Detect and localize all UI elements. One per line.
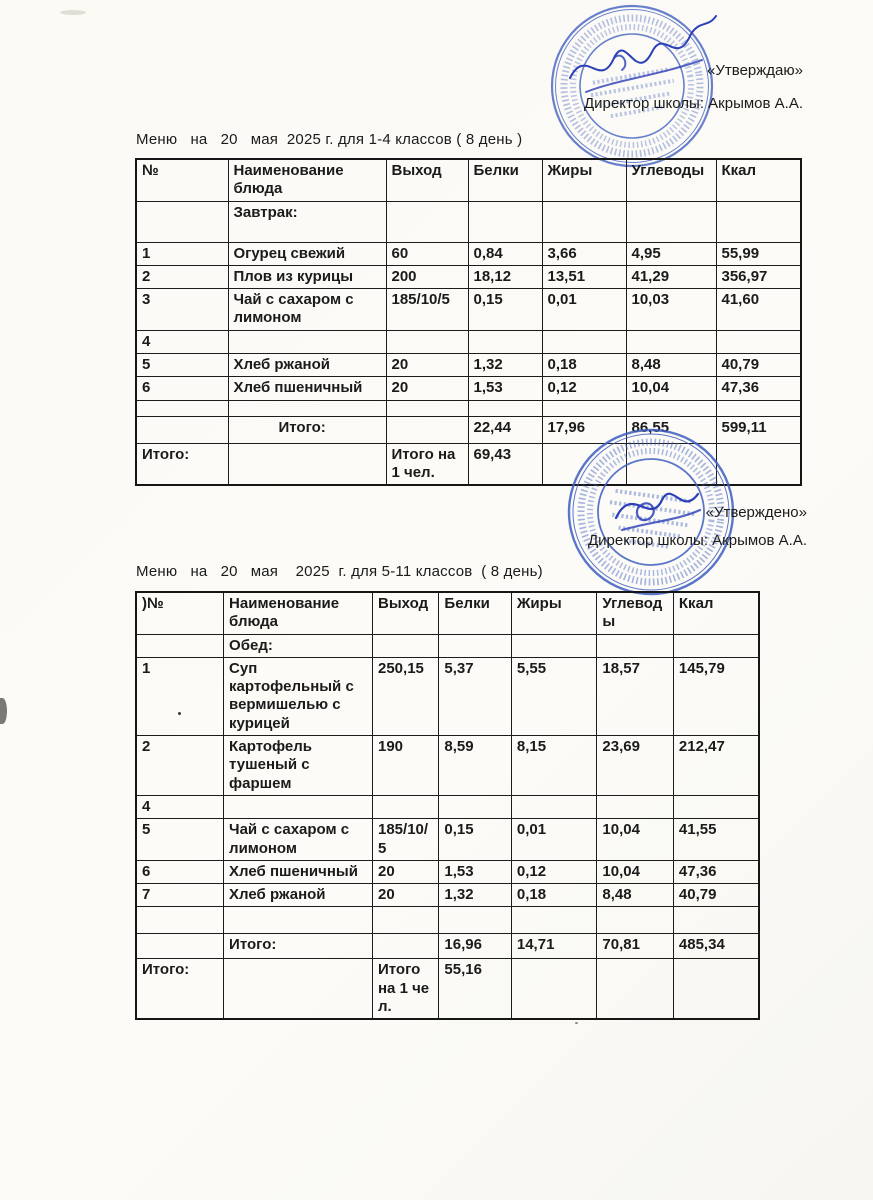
table-row xyxy=(136,907,759,934)
table-cell xyxy=(136,634,224,657)
table-cell: 0,12 xyxy=(511,860,597,883)
table-cell: 22,44 xyxy=(468,416,542,443)
table-cell: 356,97 xyxy=(716,265,801,288)
table-cell xyxy=(542,330,626,353)
table-row xyxy=(136,819,759,861)
table-cell: 485,34 xyxy=(673,934,759,959)
table-cell xyxy=(716,330,801,353)
table-cell xyxy=(439,795,511,818)
table-header-cell: Ккал xyxy=(673,592,759,634)
table-row xyxy=(136,265,801,288)
table-header-row xyxy=(136,592,759,634)
table-cell: 20 xyxy=(386,354,468,377)
table-row xyxy=(136,884,759,907)
table-cell xyxy=(136,400,228,416)
table-cell: 5 xyxy=(136,354,228,377)
table-cell: Итого на 1 чел. xyxy=(373,959,439,1019)
table-cell xyxy=(373,934,439,959)
table-cell: 3,66 xyxy=(542,242,626,265)
table-cell: 0,01 xyxy=(542,289,626,331)
table-header-cell: Ккал xyxy=(716,159,801,201)
table-cell: Завтрак: xyxy=(228,201,386,242)
table-cell xyxy=(626,201,716,242)
table-cell: Чай с сахаром с лимоном xyxy=(224,819,373,861)
table-cell: 10,04 xyxy=(626,377,716,400)
table-cell: 18,12 xyxy=(468,265,542,288)
menu-table-grades-5-11 xyxy=(135,591,760,1020)
table-cell xyxy=(386,400,468,416)
table-header-cell: № xyxy=(136,159,228,201)
table-cell: Картофель тушеный с фаршем xyxy=(224,736,373,796)
table-cell xyxy=(386,330,468,353)
table-cell: Итого: xyxy=(228,416,386,443)
table-cell: 185/10/5 xyxy=(373,819,439,861)
table-cell: 250,15 xyxy=(373,657,439,735)
table-cell: Суп картофельный с вермишелью с курицей xyxy=(224,657,373,735)
table-cell xyxy=(468,201,542,242)
table-cell xyxy=(439,634,511,657)
table-cell: 1,32 xyxy=(468,354,542,377)
table-cell: 1,53 xyxy=(439,860,511,883)
table-cell xyxy=(673,959,759,1019)
table-cell xyxy=(542,400,626,416)
table-cell: 2 xyxy=(136,736,224,796)
menu-title-grades-5-11: Меню на 20 мая 2025 г. для 5-11 классов ( 8 день) xyxy=(136,563,543,580)
table-row xyxy=(136,377,801,400)
table-cell xyxy=(597,634,673,657)
table-cell: Итого: xyxy=(224,934,373,959)
table-header-cell: Наименование блюда xyxy=(224,592,373,634)
menu-title-grades-1-4: Меню на 20 мая 2025 г. для 1-4 классов ( 8 день ) xyxy=(136,131,523,148)
table-cell: 41,55 xyxy=(673,819,759,861)
table-cell: Огурец свежий xyxy=(228,242,386,265)
table-cell: 40,79 xyxy=(673,884,759,907)
table-cell: 8,15 xyxy=(511,736,597,796)
table-cell: 47,36 xyxy=(673,860,759,883)
table-cell: 0,15 xyxy=(439,819,511,861)
table-cell: 55,99 xyxy=(716,242,801,265)
table-cell: 0,18 xyxy=(511,884,597,907)
table-cell: 70,81 xyxy=(597,934,673,959)
table-cell: 6 xyxy=(136,860,224,883)
table-cell xyxy=(597,959,673,1019)
table-row xyxy=(136,201,801,242)
table-cell: 0,01 xyxy=(511,819,597,861)
table-row xyxy=(136,354,801,377)
table-cell: Хлеб пшеничный xyxy=(224,860,373,883)
table-cell: 10,04 xyxy=(597,819,673,861)
table-cell: 4 xyxy=(136,330,228,353)
table-header-cell: Белки xyxy=(468,159,542,201)
table-cell: 5 xyxy=(136,819,224,861)
table-cell: 17,96 xyxy=(542,416,626,443)
table-cell: 6 xyxy=(136,377,228,400)
table-cell: 4 xyxy=(136,795,224,818)
table-cell: 10,03 xyxy=(626,289,716,331)
table-cell xyxy=(511,907,597,934)
table-cell: 20 xyxy=(373,860,439,883)
table-cell: 8,48 xyxy=(626,354,716,377)
table-row xyxy=(136,330,801,353)
table-cell xyxy=(542,201,626,242)
approval-quote: «Утверждено» xyxy=(705,504,807,521)
table-cell: 0,15 xyxy=(468,289,542,331)
table-cell xyxy=(511,959,597,1019)
table-cell: 20 xyxy=(373,884,439,907)
table-header-cell: Белки xyxy=(439,592,511,634)
table-cell: 1,53 xyxy=(468,377,542,400)
table-cell: 8,48 xyxy=(597,884,673,907)
table-cell: 0,84 xyxy=(468,242,542,265)
table-cell: 200 xyxy=(386,265,468,288)
table-header-cell: Выход xyxy=(373,592,439,634)
table-cell xyxy=(511,634,597,657)
table-cell xyxy=(136,934,224,959)
table-header-cell: Жиры xyxy=(511,592,597,634)
table-row xyxy=(136,289,801,331)
table-row xyxy=(136,934,759,959)
table-cell: Обед: xyxy=(224,634,373,657)
table-cell: 23,69 xyxy=(597,736,673,796)
table-cell xyxy=(373,795,439,818)
table-cell xyxy=(673,907,759,934)
table-header-cell: )№ xyxy=(136,592,224,634)
table-cell: 18,57 xyxy=(597,657,673,735)
table-cell xyxy=(228,330,386,353)
table-cell: Хлеб ржаной xyxy=(228,354,386,377)
table-header-cell: Выход xyxy=(386,159,468,201)
table-cell: 13,51 xyxy=(542,265,626,288)
table-cell: 60 xyxy=(386,242,468,265)
table-cell: 0,12 xyxy=(542,377,626,400)
table-cell: Плов из курицы xyxy=(228,265,386,288)
scan-artifact xyxy=(60,10,86,15)
table-cell xyxy=(673,795,759,818)
table-cell: 55,16 xyxy=(439,959,511,1019)
table-cell: 2 xyxy=(136,265,228,288)
table-cell: 14,71 xyxy=(511,934,597,959)
table-cell xyxy=(626,330,716,353)
table-cell: 40,79 xyxy=(716,354,801,377)
table-cell: 190 xyxy=(373,736,439,796)
table-cell: Хлеб пшеничный xyxy=(228,377,386,400)
table-cell: 41,60 xyxy=(716,289,801,331)
table-header-cell: Наименование блюда xyxy=(228,159,386,201)
table-cell: Итого на 1 чел. xyxy=(386,443,468,485)
table-cell: 212,47 xyxy=(673,736,759,796)
approval-quote: «Утверждаю» xyxy=(707,62,803,79)
table-cell: 5,55 xyxy=(511,657,597,735)
table-row xyxy=(136,634,759,657)
table-row xyxy=(136,795,759,818)
scan-artifact xyxy=(575,1022,578,1024)
table-cell xyxy=(716,201,801,242)
table-cell: 1,32 xyxy=(439,884,511,907)
director-signature-line: Директор школы: Акрымов А.А. xyxy=(584,95,803,112)
table-cell xyxy=(224,907,373,934)
table-cell xyxy=(597,795,673,818)
table-header-row xyxy=(136,159,801,201)
table-cell: 8,59 xyxy=(439,736,511,796)
table-cell xyxy=(373,634,439,657)
table-cell: 7 xyxy=(136,884,224,907)
table-cell xyxy=(228,400,386,416)
table-row xyxy=(136,657,759,735)
table-cell: 5,37 xyxy=(439,657,511,735)
table-row xyxy=(136,736,759,796)
table-cell: 1 xyxy=(136,657,224,735)
table-cell: Хлеб ржаной xyxy=(224,884,373,907)
table-cell xyxy=(136,201,228,242)
table-row xyxy=(136,860,759,883)
table-header-cell: Жиры xyxy=(542,159,626,201)
table-cell xyxy=(386,416,468,443)
table-cell: 0,18 xyxy=(542,354,626,377)
table-cell xyxy=(511,795,597,818)
table-cell xyxy=(228,443,386,485)
table-cell xyxy=(386,201,468,242)
table-cell: Итого: xyxy=(136,959,224,1019)
table-cell xyxy=(468,400,542,416)
table-row xyxy=(136,242,801,265)
table-cell xyxy=(626,400,716,416)
table-cell xyxy=(716,400,801,416)
scan-artifact xyxy=(0,698,7,724)
table-cell: 599,11 xyxy=(716,416,801,443)
table-cell: 20 xyxy=(386,377,468,400)
table-cell: Чай с сахаром с лимоном xyxy=(228,289,386,331)
table-row xyxy=(136,959,759,1019)
table-cell xyxy=(468,330,542,353)
table-cell: 86,55 xyxy=(626,416,716,443)
table-cell: Итого: xyxy=(136,443,228,485)
table-cell xyxy=(439,907,511,934)
table-cell: 3 xyxy=(136,289,228,331)
table-cell: 16,96 xyxy=(439,934,511,959)
table-cell: 4,95 xyxy=(626,242,716,265)
director-signature-line: Директор школы: Акрымов А.А. xyxy=(588,532,807,549)
table-cell: 185/10/5 xyxy=(386,289,468,331)
table-cell: 47,36 xyxy=(716,377,801,400)
table-cell xyxy=(224,959,373,1019)
table-row xyxy=(136,400,801,416)
table-cell xyxy=(373,907,439,934)
table-cell: 145,79 xyxy=(673,657,759,735)
table-cell xyxy=(224,795,373,818)
table-cell: 1 xyxy=(136,242,228,265)
table-cell: 69,43 xyxy=(468,443,542,485)
table-cell xyxy=(597,907,673,934)
table-cell: 41,29 xyxy=(626,265,716,288)
table-cell xyxy=(136,907,224,934)
table-cell: 10,04 xyxy=(597,860,673,883)
table-header-cell: Углеводы xyxy=(597,592,673,634)
table-cell xyxy=(136,416,228,443)
table-cell xyxy=(673,634,759,657)
table-header-cell: Углеводы xyxy=(626,159,716,201)
